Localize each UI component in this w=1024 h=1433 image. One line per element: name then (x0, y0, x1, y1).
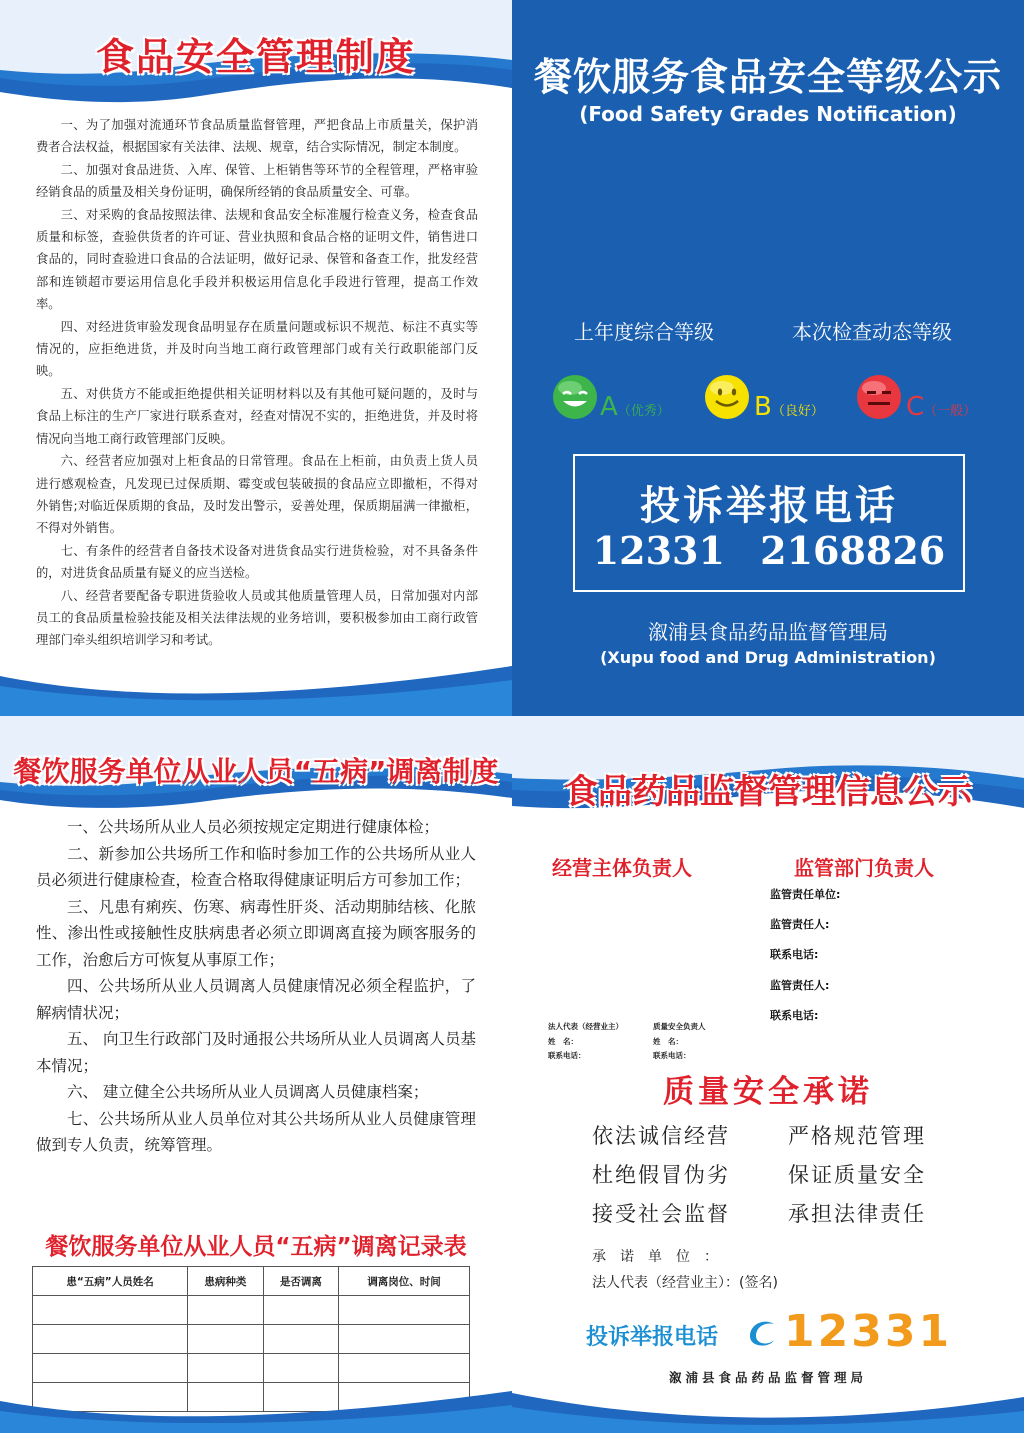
smiley-content-icon (704, 374, 750, 420)
regulation-item: 五、对供货方不能或拒绝提供相关证明材料以及有其他可疑问题的，及时与食品上标注的生产厂家进行联系查对，经查对情况不实的，拒绝进货，并及时将情况向当地工商行政管理部门反映。 (36, 386, 478, 446)
last-year-grade-label: 上年度综合等级 (574, 320, 714, 344)
complaint-phone-title: 投诉举报电话 (640, 482, 898, 529)
legal-rep-label: 法人代表（经营业主） (548, 1022, 623, 1031)
legal-rep-signature-field: 法人代表（经营业主）：(签名) (592, 1275, 778, 1291)
table-cell[interactable] (33, 1296, 188, 1325)
table-header: 是否调离 (263, 1267, 339, 1296)
quality-manager-label: 质量安全负责人 (653, 1022, 706, 1031)
face-neutral-icon (856, 374, 902, 420)
pledge-title: 质量安全承诺 (663, 1074, 873, 1110)
current-grade-label: 本次检查动态等级 (792, 320, 952, 344)
contact-label: 联系电话： (653, 1051, 691, 1060)
pledge-item: 严格规范管理 (788, 1124, 926, 1148)
table-cell[interactable] (339, 1354, 470, 1383)
table-row (33, 1325, 470, 1354)
food-safety-management-panel (0, 0, 512, 716)
page-title: 食品安全管理制度 (95, 35, 416, 79)
table-cell[interactable] (339, 1296, 470, 1325)
regulation-body (36, 114, 478, 652)
table-cell[interactable] (263, 1325, 339, 1354)
record-table-title: 餐饮服务单位从业人员“五病”调离记录表 (45, 1234, 467, 1260)
grade-c-label: （一般） (924, 404, 977, 419)
operator-head-label: 经营主体负责人 (552, 856, 692, 880)
five-diseases-panel (0, 716, 512, 1433)
supervisor-field: 监管责任人: (770, 979, 830, 992)
regulation-item: 八、经营者要配备专职进货验收人员或其他质量管理人员，日常加强对内部员工的食品质量检验技能及相关法律法规的业务培训，要积极参加由工商行政管理部门牵头组织培训学习和考试。 (36, 588, 478, 648)
complaint-phone-box (573, 454, 965, 592)
supervisor-head-label: 监管部门负责人 (794, 856, 934, 880)
table-header-row (33, 1267, 470, 1296)
table-header: 调离岗位、时间 (339, 1267, 470, 1296)
swirl-logo-icon (746, 1316, 780, 1350)
regulation-item: 一、公共场所从业人员必须按规定定期进行健康体检； (67, 818, 440, 836)
regulation-item: 五、 向卫生行政部门及时通报公共场所从业人员调离人员基本情况； (36, 1030, 476, 1075)
page-title: 餐饮服务单位从业人员“五病”调离制度 (13, 755, 499, 788)
agency-name-english: (Xupu food and Drug Administration) (600, 648, 936, 667)
grade-notification-panel (512, 0, 1024, 716)
regulation-item: 七、有条件的经营者自备技术设备对进货食品实行进货检验，对不具备条件的，对进货食品质量有疑义的应当送检。 (36, 543, 478, 581)
notification-subtitle: (Food Safety Grades Notification) (579, 102, 957, 126)
contact-phone-field: 联系电话: (770, 1009, 819, 1022)
table-header: 患病种类 (188, 1267, 264, 1296)
supervision-unit-field: 监管责任单位: (770, 888, 841, 901)
pledge-item: 杜绝假冒伪劣 (592, 1163, 730, 1187)
footer-wave (0, 1383, 512, 1433)
pledge-item: 接受社会监督 (592, 1202, 730, 1226)
pledge-item: 依法诚信经营 (592, 1124, 730, 1148)
regulation-item: 四、对经进货审验发现食品明显存在质量问题或标识不规范、标注不真实等情况的，应拒绝进货，并及时向当地工商行政管理部门或有关行政职能部门反映。 (36, 319, 478, 379)
grade-b-label: （良好） (771, 404, 824, 419)
table-row (33, 1354, 470, 1383)
complaint-number: 12331 (784, 1306, 953, 1357)
regulation-item: 七、公共场所从业人员单位对其公共场所从业人员健康管理做到专人负责，统筹管理。 (36, 1109, 476, 1154)
complaint-phone-number: 12331 2168826 (592, 528, 946, 573)
grade-b (754, 392, 824, 422)
table-header: 患“五病”人员姓名 (33, 1267, 188, 1296)
complaint-label: 投诉举报电话 (586, 1325, 719, 1350)
notification-title: 餐饮服务食品安全等级公示 (533, 55, 1002, 99)
regulation-item: 三、凡患有痢疾、伤寒、病毒性肝炎、活动期肺结核、化脓性、渗出性或接触性皮肤病患者必须立即调离直接为顾客服务的工作，治愈后方可恢复从事原工作； (36, 897, 476, 969)
name-label: 姓 名： (653, 1037, 683, 1046)
table-cell[interactable] (33, 1354, 188, 1383)
supervisor-field: 监管责任人: (770, 918, 830, 931)
pledge-unit-field: 承 诺 单 位 ： (592, 1249, 718, 1265)
footer-wave (512, 1383, 1024, 1433)
table-cell[interactable] (188, 1325, 264, 1354)
contact-label: 联系电话： (548, 1051, 586, 1060)
supervision-info-panel (512, 716, 1024, 1433)
page-title: 食品药品监督管理信息公示 (564, 772, 972, 812)
name-label: 姓 名： (548, 1037, 578, 1046)
pledge-item: 承担法律责任 (788, 1202, 926, 1226)
regulation-item: 二、加强对食品进货、入库、保管、上柜销售等环节的全程管理，严格审验经销食品的质量及相关身份证明，确保所经销的食品质量安全、可靠。 (36, 162, 478, 200)
regulation-item: 四、公共场所从业人员调离人员健康情况必须全程监护，了解病情状况； (36, 977, 476, 1022)
grade-c-letter: C (906, 392, 925, 422)
table-row (33, 1296, 470, 1325)
table-cell[interactable] (188, 1354, 264, 1383)
grade-b-letter: B (754, 392, 772, 422)
grade-a-letter: A (600, 392, 618, 422)
contact-phone-field: 联系电话: (770, 948, 819, 961)
regulation-body (36, 814, 476, 1159)
table-cell[interactable] (263, 1354, 339, 1383)
table-cell[interactable] (33, 1325, 188, 1354)
footer-wave (0, 656, 512, 716)
regulation-item: 二、新参加公共场所工作和临时参加工作的公共场所从业人员必须进行健康检查，检查合格取得健康证明后方可参加工作； (36, 844, 476, 889)
pledge-item: 保证质量安全 (788, 1163, 926, 1187)
grade-a-label: （优秀） (617, 404, 670, 419)
regulation-item: 三、对采购的食品按照法律、法规和食品安全标准履行检查义务，检查食品质量和标签，查验供货者的许可证、营业执照和食品合格的证明文件，销售进口食品的，同时查验进口食品的合法证明，做好记录、保管和备查工作，批发经营部和连锁超市要运用信息化手段并积极运用信息化手段进行管理，提高工作效率。 (36, 207, 478, 312)
regulation-item: 六、经营者应加强对上柜食品的日常管理。食品在上柜前，由负责上货人员进行感观检查，凡发现已过保质期、霉变或包装破损的食品应立即撤柜，不得对外销售;对临近保质期的食品，及时发出警示，妥善处理，保质期届满一律撤柜，不得对外销售。 (36, 454, 478, 536)
smiley-happy-icon (552, 374, 598, 420)
regulation-item: 一、为了加强对流通环节食品质量监督管理，严把食品上市质量关，保护消费者合法权益，根据国家有关法律、法规、规章，结合实际情况，制定本制度。 (36, 118, 478, 155)
regulation-item: 六、 建立健全公共场所从业人员调离人员健康档案； (67, 1083, 429, 1101)
agency-name: 溆浦县食品药品监督管理局 (648, 620, 888, 644)
table-cell[interactable] (263, 1296, 339, 1325)
agency-name: 溆浦县食品药品监督管理局 (668, 1370, 867, 1385)
table-cell[interactable] (188, 1296, 264, 1325)
grade-a (600, 392, 670, 422)
table-cell[interactable] (339, 1325, 470, 1354)
grade-c (906, 392, 976, 422)
